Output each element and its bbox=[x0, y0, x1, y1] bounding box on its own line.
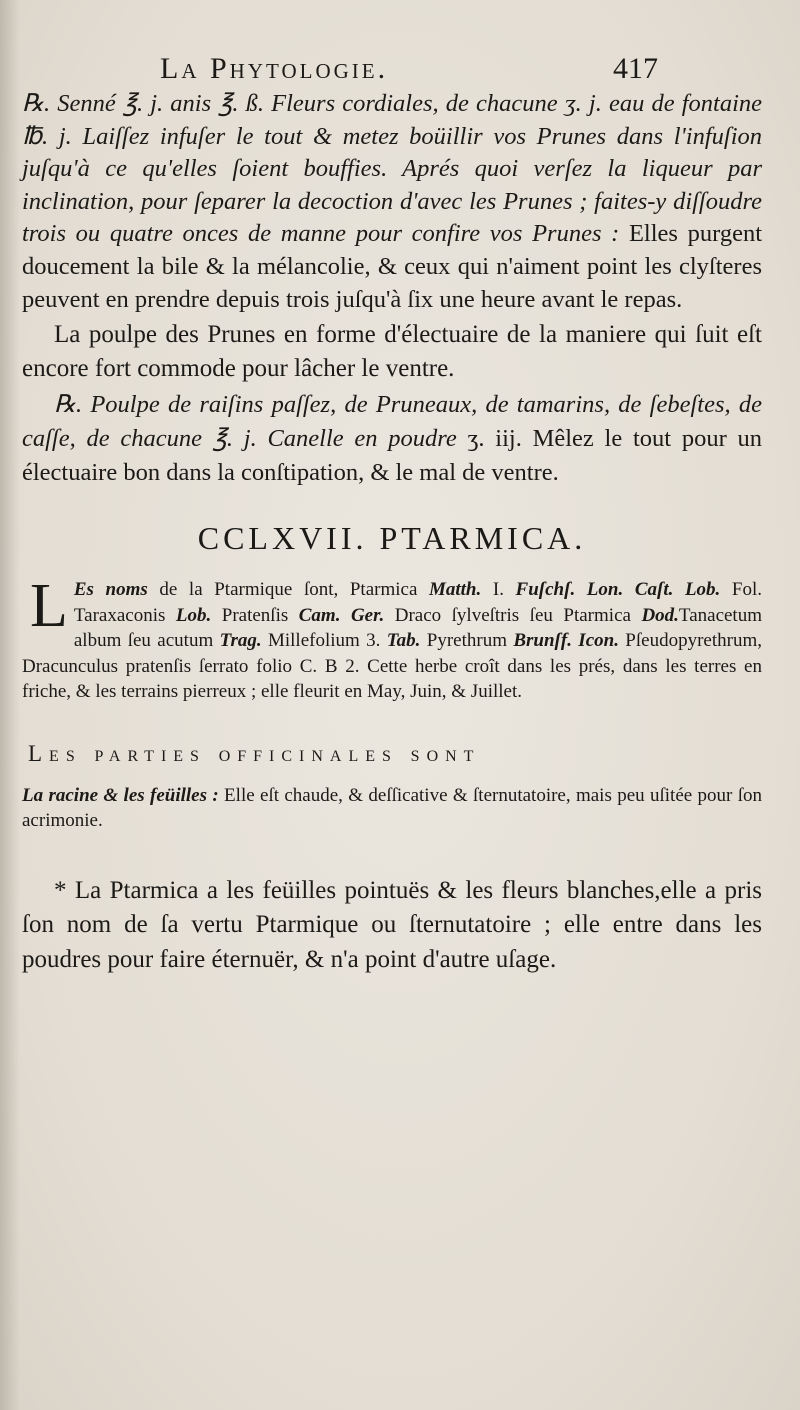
section-heading: Les parties officinales sont bbox=[28, 740, 481, 766]
names-ref: Dod. bbox=[641, 604, 679, 626]
names-text: Draco ſylveſtris ſeu Ptarmica bbox=[384, 604, 642, 626]
page-header bbox=[160, 52, 670, 92]
chapter-title: CCLXVII. PTARMICA. bbox=[197, 520, 587, 557]
page-body bbox=[22, 88, 762, 977]
electuary-roman-text: ʒ. iij. Mêlez le tout pour un électuaire bon dans la conſtipation, & le mal de ventre. bbox=[22, 425, 762, 487]
names-text: Pſeudopyrethrum, Dracunculus pratenſis ſerrato folio C. B 2. Cette herbe croît dans les prés, dans les terres en friche, & les terrains pierreux ; elle fleurit en May, Juin, & Juillet. bbox=[22, 630, 762, 703]
names-text: de la Ptarmique ſont, Ptarmica bbox=[147, 579, 429, 601]
names-ref: Matth. bbox=[428, 579, 482, 601]
electuary-intro-paragraph: La poulpe des Prunes en forme d'électuaire de la maniere qui ſuit eſt encore fort commode pour lâcher le ventre. bbox=[22, 321, 762, 383]
page-gutter-shadow bbox=[0, 0, 20, 1410]
footnote-paragraph: * La Ptarmica a les feüilles pointuës & les fleurs blanches,elle a pris ſon nom de ſa vertu Ptarmique ou ſternutatoire ; elle entre dans les poudres pour faire éternuër, & n'a point d'autre uſage. bbox=[22, 876, 762, 973]
names-ref: Cam. Ger. bbox=[298, 604, 385, 626]
names-ref: Fuſchſ. Lon. Caſt. Lob. bbox=[515, 579, 721, 601]
names-text: Fol. Taraxaconis bbox=[73, 579, 763, 626]
names-text: Pyrethrum bbox=[420, 630, 514, 652]
recipe-paragraph bbox=[22, 88, 762, 316]
names-text: Pratenſis bbox=[211, 604, 299, 626]
names-ref: Lob. bbox=[175, 604, 212, 626]
names-lead: Es noms bbox=[73, 579, 148, 601]
names-ref: Trag. bbox=[219, 630, 262, 652]
parts-roman-text: Elle eſt chaude, & deſſicative & ſternutatoire, mais peu uſitée pour ſon acrimonie. bbox=[22, 784, 763, 832]
names-text: Tanacetum album ſeu acutum bbox=[73, 604, 762, 652]
running-title: La Phytologie. bbox=[160, 52, 389, 85]
drop-cap: L bbox=[30, 572, 68, 641]
parts-italic-text: La racine & les feüilles : bbox=[22, 784, 219, 806]
names-text: I. bbox=[481, 579, 516, 601]
names-ref: Tab. bbox=[386, 630, 421, 652]
parts-paragraph bbox=[22, 783, 762, 834]
recipe-roman-text: Elles purgent doucement la bile & la mélancolie, & ceux qui n'aiment point les clyſteres peuvent en prendre depuis trois juſqu'à ſix une heure avant le repas. bbox=[22, 220, 762, 313]
names-ref: Brunſf. Icon. bbox=[513, 630, 619, 652]
electuary-italic-text: ℞. Poulpe de raiſins paſſez, de Pruneaux, de tamarins, de ſebeſtes, de caſſe, de chacune ℥. j. Canelle en poudre bbox=[22, 391, 762, 453]
page-number: 417 bbox=[613, 52, 658, 85]
names-paragraph bbox=[22, 572, 763, 705]
recipe-italic-text: ℞. Senné ℥. j. anis ℥. ß. Fleurs cordiales, de chacune ʒ. j. eau de fontaine ℔. j. Laiſſez infuſer le tout & metez boüillir vos Prunes dans l'infuſion juſqu'à ce qu'elles ſoient bouffies. Aprés quoi verſez la liqueur par inclination, pour ſeparer la decoction d'avec les Prunes ; faites-y diſſoudre trois ou quatre onces de manne pour confire vos Prunes : bbox=[22, 90, 762, 248]
names-text: Millefolium 3. bbox=[261, 630, 387, 652]
electuary-recipe-paragraph bbox=[22, 388, 762, 490]
